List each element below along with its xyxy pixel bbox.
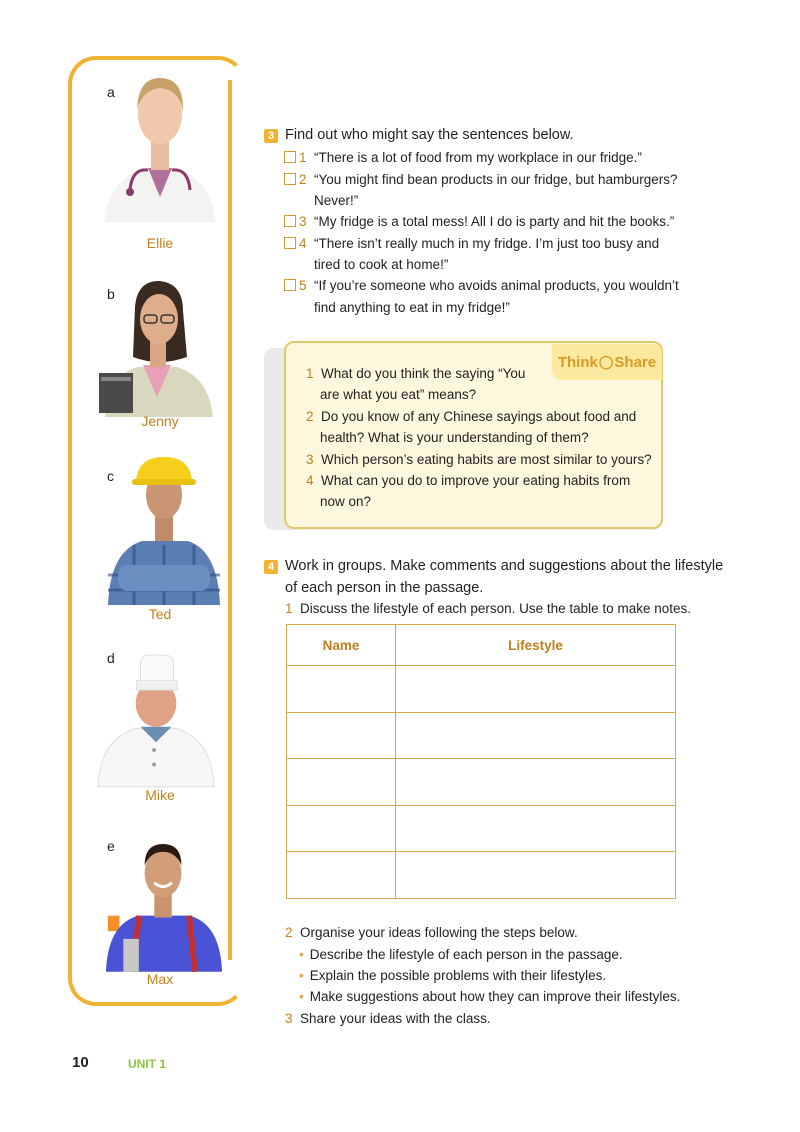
lightbulb-icon: ◯ (598, 354, 614, 369)
step-number: 3 (285, 1011, 293, 1026)
exercise-title-continued: of each person in the passage. (285, 580, 484, 596)
item-number: 4 (299, 236, 307, 251)
checkbox[interactable] (284, 151, 296, 163)
question-number: 3 (306, 452, 314, 467)
construction-worker-photo (104, 455, 224, 605)
question-text-continued: health? What is your understanding of them? (320, 430, 589, 445)
step-number: 2 (285, 925, 293, 940)
chef-photo (96, 645, 216, 795)
table-row (287, 759, 676, 806)
table-header-name: Name (287, 625, 396, 666)
page-number: 10 (72, 1054, 89, 1071)
item-text-continued: Never!” (314, 193, 359, 208)
bullet-item (299, 965, 606, 987)
question-number: 4 (306, 473, 314, 488)
table-cell[interactable] (287, 759, 396, 806)
character-letter: e (107, 838, 115, 854)
bullet-text: Make suggestions about how they can improve their lifestyles. (309, 989, 681, 1004)
table-cell[interactable] (287, 712, 396, 759)
panel-right-edge (226, 80, 248, 960)
item-text-continued: tired to cook at home!” (314, 257, 449, 272)
doctor-photo (100, 72, 220, 222)
character-letter: a (107, 84, 115, 100)
table-cell[interactable] (396, 666, 676, 713)
bullet-icon: • (299, 989, 304, 1004)
character-name: Ellie (146, 235, 174, 251)
item-number: 1 (299, 150, 307, 165)
question-number: 1 (306, 366, 314, 381)
sentence-item (284, 233, 659, 255)
question-text: What can you do to improve your eating habits from (321, 473, 631, 488)
checkbox[interactable] (284, 215, 296, 227)
sentence-item (284, 211, 674, 233)
exercise-title: Work in groups. Make comments and suggestions about the lifestyle (285, 558, 724, 574)
checkbox[interactable] (284, 237, 296, 249)
table-row (287, 712, 676, 759)
sentence-item (284, 275, 679, 297)
table-cell[interactable] (396, 852, 676, 899)
table-cell[interactable] (396, 759, 676, 806)
question-text-continued: are what you eat” means? (320, 387, 477, 402)
item-number: 2 (299, 172, 307, 187)
exercise-title: Find out who might say the sentences below. (285, 127, 574, 143)
table-cell[interactable] (396, 805, 676, 852)
character-letter: d (107, 650, 115, 666)
think-label-text: Think (557, 353, 598, 371)
character-name: Jenny (141, 413, 179, 429)
sentence-item (284, 147, 642, 169)
character-letter: c (107, 468, 114, 484)
table-cell[interactable] (396, 712, 676, 759)
student-photo (97, 272, 217, 422)
bullet-item (299, 944, 623, 966)
exercise-number-badge: 4 (264, 560, 278, 574)
item-text: “You might find bean products in our fridge, but hamburgers? (314, 172, 678, 187)
table-row (287, 666, 676, 713)
step-item (285, 598, 691, 620)
question-item (306, 363, 525, 385)
lifestyle-table (286, 624, 676, 899)
item-number: 3 (299, 214, 307, 229)
bullet-item (299, 986, 680, 1008)
item-text-continued: find anything to eat in my fridge!” (314, 300, 510, 315)
step-text: Discuss the lifestyle of each person. Use the table to make notes. (300, 601, 691, 616)
item-text: “There isn’t really much in my fridge. I’m just too busy and (314, 236, 660, 251)
question-item (306, 406, 636, 428)
step-text: Organise your ideas following the steps below. (300, 925, 578, 940)
bullet-text: Describe the lifestyle of each person in the passage. (309, 947, 623, 962)
question-item (306, 449, 652, 471)
item-number: 5 (299, 278, 307, 293)
question-text: Do you know of any Chinese sayings about food and (321, 409, 637, 424)
character-name: Mike (145, 787, 175, 803)
checkbox[interactable] (284, 173, 296, 185)
step-item (285, 922, 578, 944)
character-letter: b (107, 286, 115, 302)
question-text: What do you think the saying “You (321, 366, 526, 381)
question-text: Which person’s eating habits are most similar to yours? (321, 452, 652, 467)
step-item (285, 1008, 491, 1030)
unit-label: UNIT 1 (128, 1057, 167, 1071)
think-share-label (552, 344, 662, 380)
checkbox[interactable] (284, 279, 296, 291)
character-name: Max (146, 971, 174, 987)
bullet-text: Explain the possible problems with their lifestyles. (309, 968, 607, 983)
table-cell[interactable] (287, 805, 396, 852)
bullet-icon: • (299, 947, 304, 962)
step-number: 1 (285, 601, 293, 616)
step-text: Share your ideas with the class. (300, 1011, 491, 1026)
question-text-continued: now on? (320, 494, 372, 509)
item-text: “If you’re someone who avoids animal products, you wouldn’t (314, 278, 679, 293)
young-man-photo (104, 830, 224, 980)
sentence-item (284, 169, 678, 191)
table-row (287, 852, 676, 899)
bullet-icon: • (299, 968, 304, 983)
table-row (287, 805, 676, 852)
item-text: “My fridge is a total mess! All I do is party and hit the books.” (314, 214, 675, 229)
table-cell[interactable] (287, 852, 396, 899)
item-text: “There is a lot of food from my workplace in our fridge.” (314, 150, 642, 165)
table-cell[interactable] (287, 666, 396, 713)
question-item (306, 470, 630, 492)
question-number: 2 (306, 409, 314, 424)
share-label-text: Share (614, 353, 657, 371)
character-name: Ted (148, 606, 172, 622)
exercise-number-badge: 3 (264, 129, 278, 143)
table-header-row (287, 625, 676, 666)
table-header-lifestyle: Lifestyle (396, 625, 676, 666)
